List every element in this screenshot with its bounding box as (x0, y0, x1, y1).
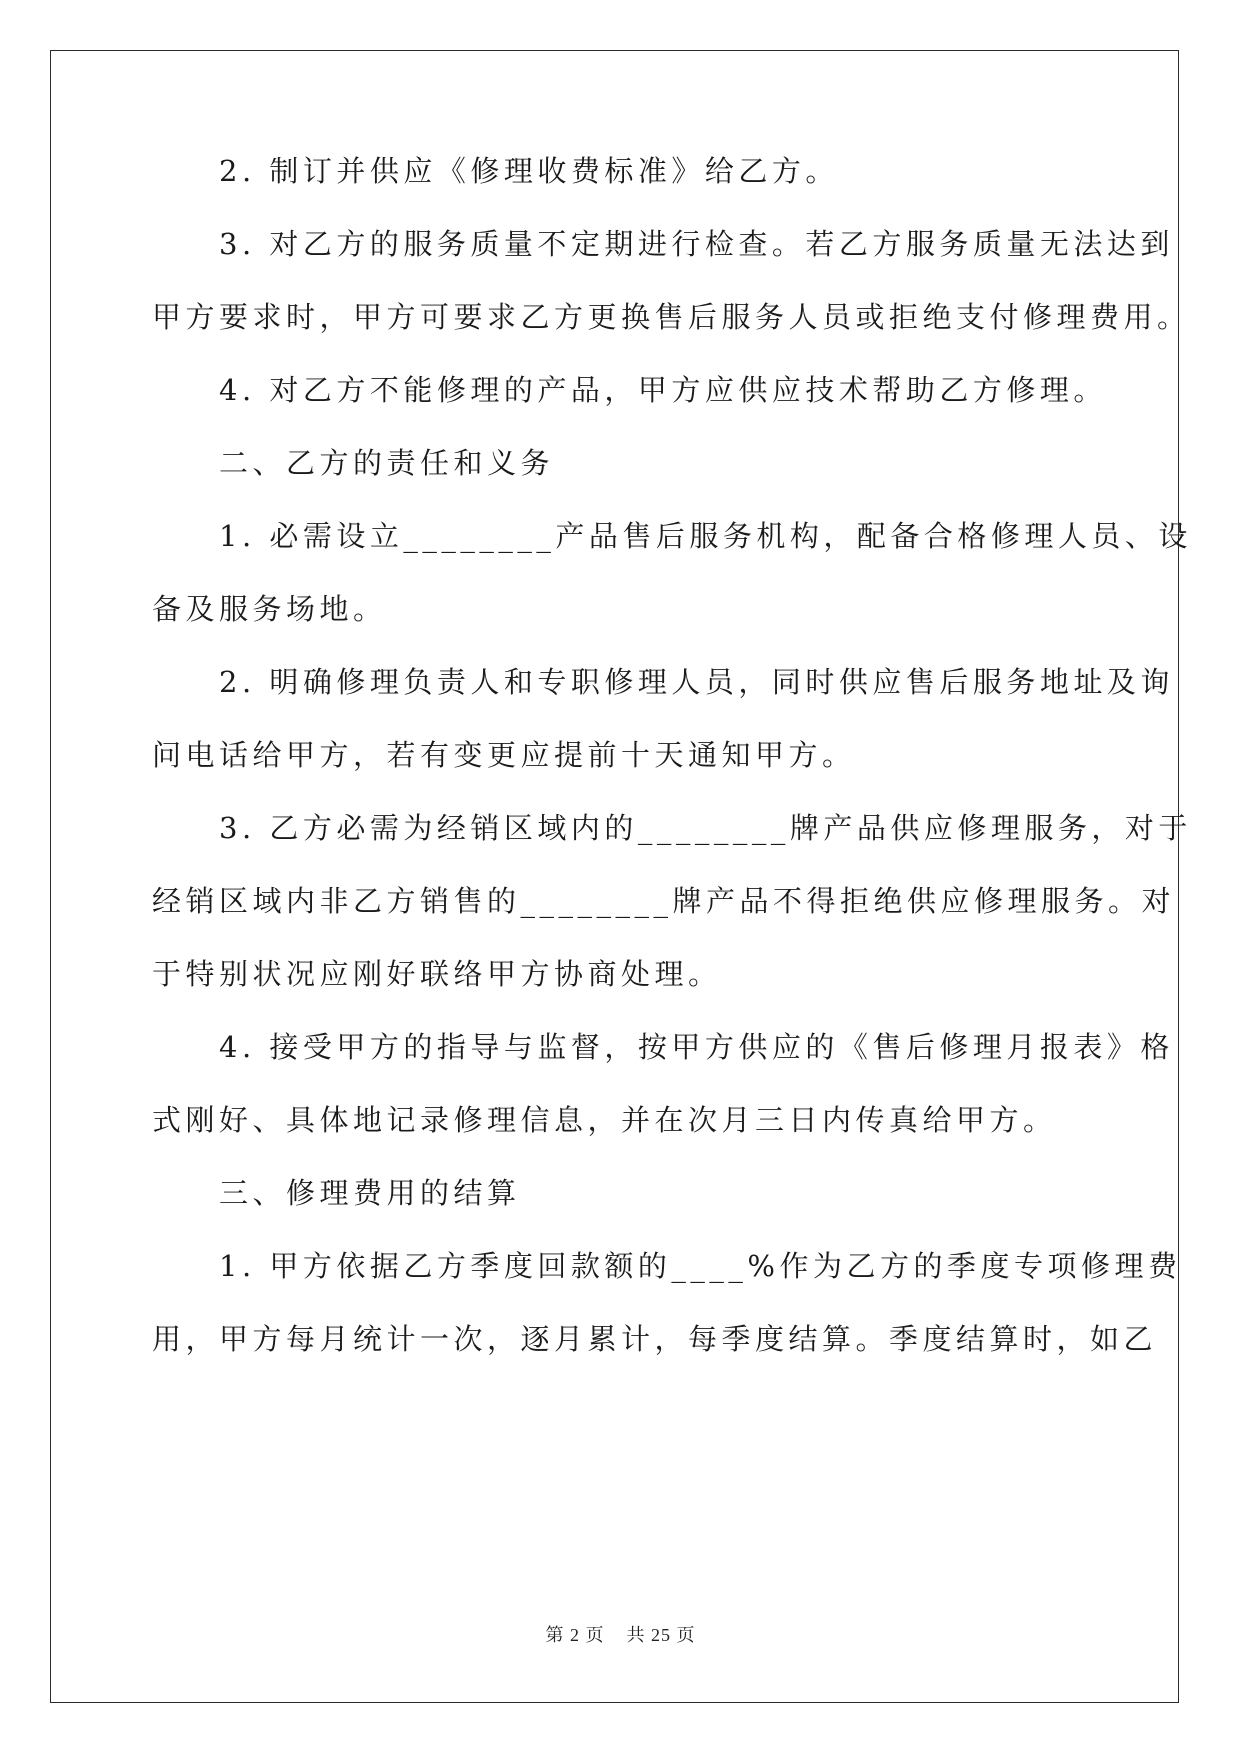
text-line-13: 4. 接受甲方的指导与监督，按甲方供应的《售后修理月报表》格 (152, 1030, 1174, 1064)
section-heading-3: 三、修理费用的结算 (152, 1176, 521, 1210)
text-line-6: 1. 必需设立________产品售后服务机构，配备合格修理人员、设 (152, 519, 1192, 553)
text-line-17: 用，甲方每月统计一次，逐月累计，每季度结算。季度结算时，如乙 (152, 1322, 1158, 1356)
text-line-8: 2. 明确修理负责人和专职修理人员，同时供应售后服务地址及询 (152, 665, 1174, 699)
text-line-4: 4. 对乙方不能修理的产品，甲方应供应技术帮助乙方修理。 (152, 373, 1107, 407)
text-line-14: 式刚好、具体地记录修理信息，并在次月三日内传真给甲方。 (152, 1103, 1057, 1137)
page-total: 共 25 页 (626, 1625, 696, 1645)
text-line-16: 1. 甲方依据乙方季度回款额的____%作为乙方的季度专项修理费 (152, 1249, 1182, 1283)
text-line-1: 2. 制订并供应《修理收费标准》给乙方。 (152, 154, 839, 188)
page-number: 第 2 页 (545, 1625, 605, 1645)
text-line-11: 经销区域内非乙方销售的________牌产品不得拒绝供应修理服务。对 (152, 884, 1176, 918)
text-line-10: 3. 乙方必需为经销区域内的________牌产品供应修理服务，对于 (152, 811, 1192, 845)
text-line-2: 3. 对乙方的服务质量不定期进行检查。若乙方服务质量无法达到 (152, 227, 1174, 261)
text-line-9: 问电话给甲方，若有变更应提前十天通知甲方。 (152, 738, 856, 772)
section-heading-2: 二、乙方的责任和义务 (152, 446, 555, 480)
text-line-12: 于特别状况应刚好联络甲方协商处理。 (152, 957, 722, 991)
text-line-3: 甲方要求时，甲方可要求乙方更换售后服务人员或拒绝支付修理费用。 (152, 300, 1191, 334)
page-footer (0, 1621, 1241, 1647)
text-line-7: 备及服务场地。 (152, 592, 387, 626)
